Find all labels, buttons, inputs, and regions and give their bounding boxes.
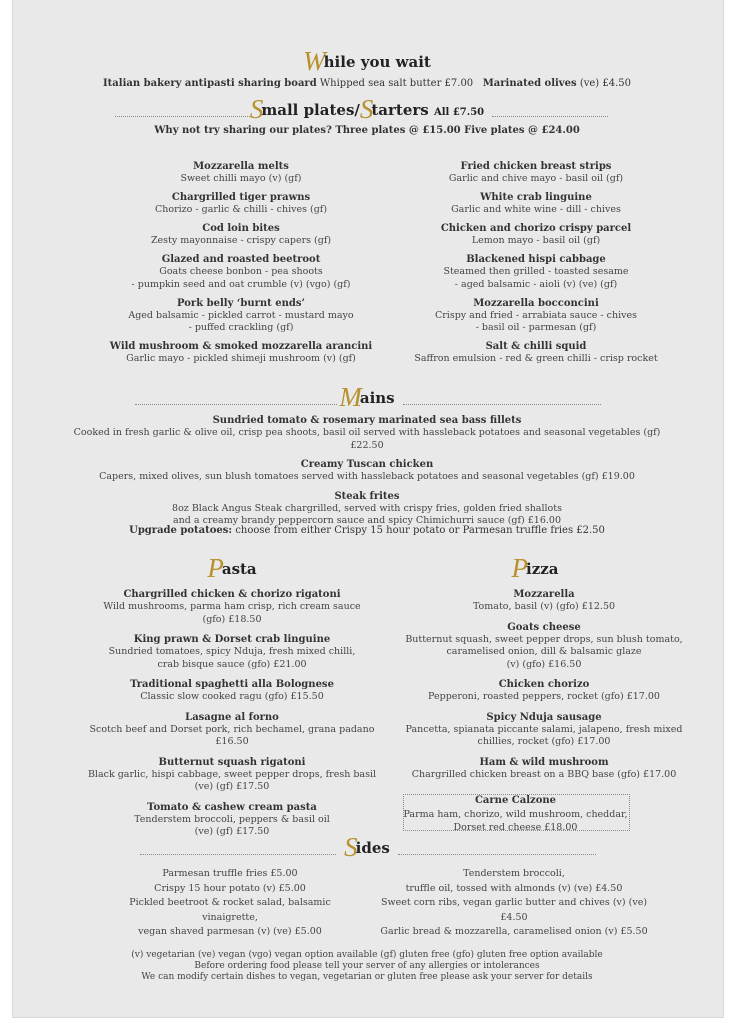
menu-item <box>86 340 396 366</box>
while-you-wait-items <box>0 77 734 90</box>
menu-item-name: Butternut squash rigatoni <box>158 756 306 768</box>
small-plates-heading: Small plates/Starters All £7.50 <box>249 94 485 124</box>
menu-item-desc: Steamed then grilled - toasted sesame <box>443 266 629 277</box>
sides-left-list <box>100 867 360 940</box>
menu-item-desc: Sundried tomatoes, spicy Nduja, fresh mixed chilli, <box>108 646 356 657</box>
menu-item-name: Mozzarella <box>513 589 575 600</box>
menu-item <box>86 191 396 217</box>
menu-item-desc: (v) (gfo) £16.50 <box>506 658 582 670</box>
menu-item-name: Glazed and roasted beetroot <box>161 254 321 265</box>
menu-item <box>86 222 396 248</box>
menu-item-name: King prawn & Dorset crab linguine <box>133 634 331 645</box>
menu-item <box>82 588 382 626</box>
pasta-list <box>82 588 382 846</box>
menu-item <box>86 160 396 186</box>
pasta-heading: Pasta <box>207 553 257 583</box>
sides-heading: Sides <box>344 832 390 862</box>
text-line: Dorset red cheese £18.00 <box>453 822 578 833</box>
menu-item-desc: Goats cheese bonbon - pea shoots <box>159 266 323 277</box>
menu-item <box>373 253 699 291</box>
menu-item <box>373 340 699 366</box>
menu-item-desc: Garlic and chive mayo - basil oil (gf) <box>448 173 624 184</box>
menu-item <box>373 222 699 248</box>
antipasti-board-desc: Whipped sea salt butter £7.00 <box>319 78 474 89</box>
text-line: Tenderstem broccoli, <box>463 868 565 879</box>
menu-item-desc: (ve) (gf) £17.50 <box>194 781 270 792</box>
menu-item-desc: Garlic mayo - pickled shimeji mushroom (v) (gf) <box>126 353 356 364</box>
menu-item-desc: Classic slow cooked ragu (gfo) £15.50 <box>140 691 324 702</box>
menu-item-name: Wild mushroom & smoked mozzarella arancini <box>109 341 373 352</box>
text-line: (v) vegetarian (ve) vegan (vgo) vegan option available (gf) gluten free (gfo) gluten free option available <box>131 950 603 960</box>
menu-item-desc: crab bisque sauce (gfo) £21.00 <box>157 658 307 670</box>
text-line: Crispy 15 hour potato (v) £5.00 <box>154 882 306 894</box>
menu-item <box>82 678 382 704</box>
while-you-wait-heading: While you wait <box>303 46 431 76</box>
menu-item-desc: Saffron emulsion - red & green chilli - crisp rocket <box>414 353 658 364</box>
calzone-name: Carne Calzone <box>471 795 560 806</box>
menu-item-name: Mozzarella melts <box>193 161 289 172</box>
menu-item-desc: Scotch beef and Dorset pork, rich bechamel, grana padano £16.50 <box>89 723 375 747</box>
menu-item-name: Ham & wild mushroom <box>479 756 609 768</box>
calzone-item <box>403 788 628 834</box>
menu-item-name: Goats cheese <box>507 621 581 633</box>
menu-item <box>60 490 674 528</box>
menu-item-desc: Butternut squash, sweet pepper drops, sun blush tomato, <box>405 633 683 645</box>
menu-item-desc: and a creamy brandy peppercorn sauce and spicy Chimichurri sauce (gf) £16.00 <box>173 515 561 526</box>
menu-item-desc: Cooked in fresh garlic & olive oil, crisp pea shoots, basil oil served with hassleback potatoes and seasonal vegetables (gf) £22.50 <box>73 427 661 451</box>
menu-item <box>60 458 674 484</box>
menu-item-desc: Tenderstem broccoli, peppers & basil oil <box>134 813 330 825</box>
text-line: truffle oil, tossed with almonds (v) (ve) £4.50 <box>405 882 623 894</box>
menu-item-desc: Zesty mayonnaise - crispy capers (gf) <box>150 235 332 246</box>
menu-item-desc: 8oz Black Angus Steak chargrilled, served with crispy fries, golden fried shallots <box>172 502 562 514</box>
text-line: Sweet corn ribs, vegan garlic butter and chives (v) (ve) £4.50 <box>380 897 648 923</box>
menu-item-name: Mozzarella bocconcini <box>473 297 599 309</box>
menu-item-desc: Chorizo - garlic & chilli - chives (gf) <box>154 204 328 215</box>
pizza-list <box>372 588 716 788</box>
menu-item-name: Chargrilled chicken & chorizo rigatoni <box>123 589 341 600</box>
menu-item-desc: Lemon mayo - basil oil (gf) <box>471 235 601 246</box>
sharing-note: Why not try sharing our plates? Three plates @ £15.00 Five plates @ £24.00 <box>154 125 580 136</box>
menu-item-name: Chargrilled tiger prawns <box>171 192 311 203</box>
menu-item-desc: Chargrilled chicken breast on a BBQ base (gfo) £17.00 <box>411 768 677 780</box>
menu-item-name: Chicken chorizo <box>498 679 590 690</box>
menu-item-name: Tomato & cashew cream pasta <box>147 801 317 813</box>
menu-item-desc: Crispy and fried - arrabiata sauce - chives <box>434 309 637 321</box>
menu-item-name: Blackened hispi cabbage <box>466 254 606 265</box>
menu-item-desc: Garlic and white wine - dill - chives <box>451 204 621 215</box>
menu-item-name: Creamy Tuscan chicken <box>300 459 434 470</box>
menu-item-desc: chillies, rocket (gfo) £17.00 <box>477 736 611 747</box>
menu-item <box>372 711 716 749</box>
dietary-footer <box>60 950 674 983</box>
text-line: Pickled beetroot & rocket salad, balsamic vinaigrette, <box>129 897 331 923</box>
menu-item-desc: caramelised onion, dill & balsamic glaze <box>446 646 642 657</box>
menu-item-desc: - pumpkin seed and oat crumble (v) (vgo) (gf) <box>131 278 351 290</box>
small-plates-left-column <box>86 160 396 371</box>
menu-item <box>82 633 382 671</box>
text-line: Before ordering food please tell your server of any allergies or intolerances <box>194 961 540 971</box>
mains-heading: Mains <box>339 382 395 412</box>
menu-item <box>86 297 396 335</box>
menu-item <box>373 191 699 217</box>
menu-item <box>373 297 699 335</box>
menu-item-desc: Wild mushrooms, parma ham crisp, rich cream sauce <box>103 601 361 612</box>
menu-item-name: Salt & chilli squid <box>485 341 587 352</box>
menu-item-name: Pork belly ‘burnt ends’ <box>177 297 305 309</box>
menu-item-name: Lasagne al forno <box>185 711 279 723</box>
menu-item-desc: Pepperoni, roasted peppers, rocket (gfo) £17.00 <box>428 691 660 702</box>
menu-item-name: Cod loin bites <box>202 223 280 234</box>
menu-item <box>372 678 716 704</box>
menu-item <box>60 414 674 452</box>
menu-item <box>373 160 699 186</box>
menu-item-desc: Pancetta, spianata piccante salami, jalapeno, fresh mixed <box>405 723 683 735</box>
menu-item-desc: - aged balsamic - aioli (v) (ve) (gf) <box>454 278 618 290</box>
menu-item <box>86 253 396 291</box>
sides-right-list <box>380 867 648 940</box>
text-line: Garlic bread & mozzarella, caramelised onion (v) £5.50 <box>380 926 648 937</box>
text-line: Parma ham, chorizo, wild mushroom, cheddar, <box>403 809 628 820</box>
menu-item-name: Sundried tomato & rosemary marinated sea bass fillets <box>212 415 522 426</box>
text-line: vegan shaved parmesan (v) (ve) £5.00 <box>138 926 322 937</box>
menu-item-name: Chicken and chorizo crispy parcel <box>440 223 632 234</box>
menu-item-name: Steak frites <box>334 490 400 502</box>
olives-desc: (ve) £4.50 <box>579 78 631 89</box>
menu-item-desc: - puffed crackling (gf) <box>188 322 294 333</box>
menu-item-desc: - basil oil - parmesan (gf) <box>475 322 597 333</box>
menu-item-name: White crab linguine <box>480 192 592 203</box>
menu-item-name: Fried chicken breast strips <box>460 161 612 172</box>
menu-item-desc: Tomato, basil (v) (gfo) £12.50 <box>472 601 616 612</box>
small-plates-right-column <box>373 160 699 371</box>
menu-item-desc: (gfo) £18.50 <box>202 613 262 625</box>
menu-item-desc: Black garlic, hispi cabbage, sweet pepper drops, fresh basil <box>87 768 377 780</box>
menu-item <box>372 621 716 672</box>
mains-list <box>60 414 674 534</box>
menu-item-name: Spicy Nduja sausage <box>486 711 602 723</box>
menu-item-desc: Sweet chilli mayo (v) (gf) <box>180 173 302 184</box>
menu-item <box>372 588 716 614</box>
menu-item-desc: Capers, mixed olives, sun blush tomatoes served with hassleback potatoes and seasonal vegetables (gf) £19.00 <box>99 471 635 482</box>
menu-item <box>82 711 382 749</box>
menu-item-desc: (ve) (gf) £17.50 <box>194 826 270 837</box>
olives-name: Marinated olives <box>482 78 577 89</box>
menu-item <box>372 756 716 782</box>
text-line: We can modify certain dishes to vegan, vegetarian or gluten free please ask your server for details <box>141 972 593 982</box>
text-line: Parmesan truffle fries £5.00 <box>162 868 298 879</box>
menu-item <box>82 756 382 794</box>
antipasti-board-name: Italian bakery antipasti sharing board <box>103 78 317 89</box>
menu-item-name: Traditional spaghetti alla Bolognese <box>130 679 334 690</box>
pizza-heading: Pizza <box>511 553 559 583</box>
menu-item-desc: Aged balsamic - pickled carrot - mustard mayo <box>128 309 354 321</box>
upgrade-potatoes: Upgrade potatoes: choose from either Crispy 15 hour potato or Parmesan truffle fries £2.50 <box>129 525 605 536</box>
